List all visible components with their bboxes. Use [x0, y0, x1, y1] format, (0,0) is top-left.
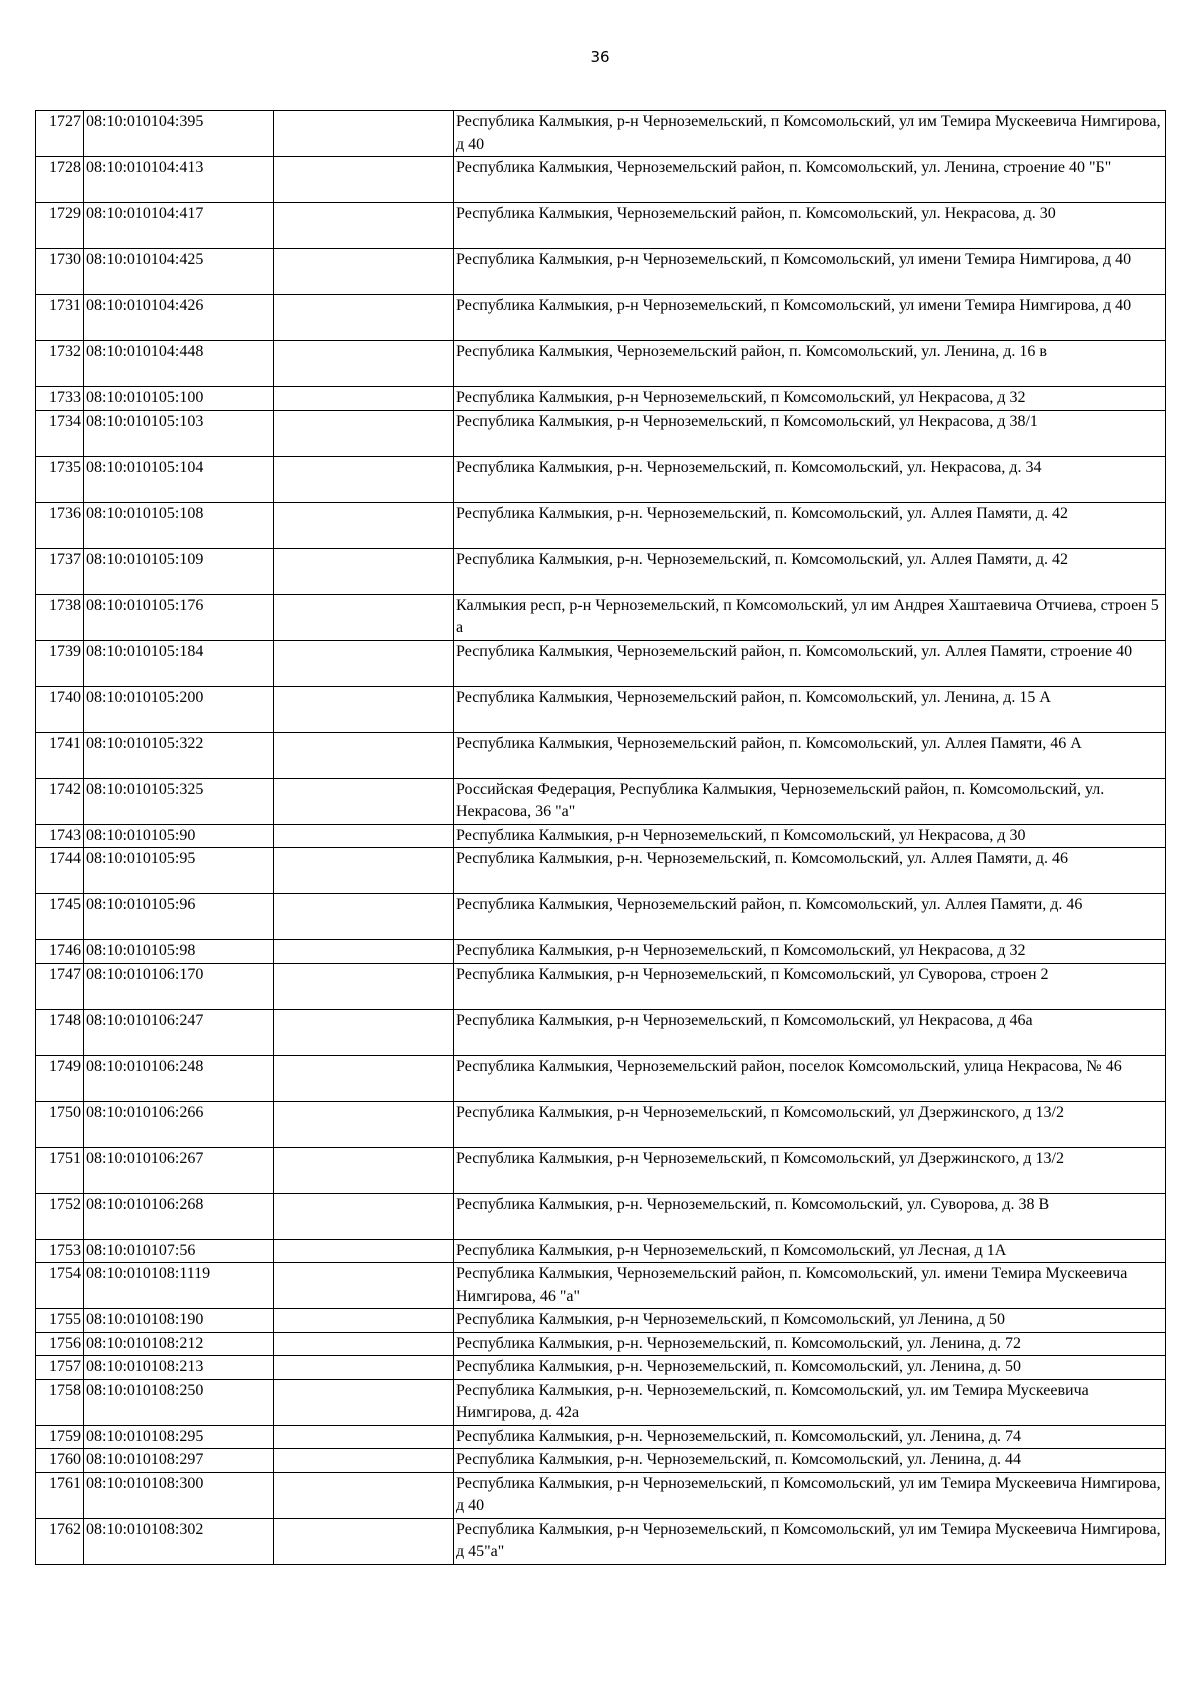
- empty-cell: [274, 456, 454, 502]
- row-number-cell: 1732: [36, 341, 84, 387]
- table-row: [36, 686, 1166, 732]
- row-number-cell: 1733: [36, 387, 84, 411]
- cadastral-number-cell: 08:10:010105:184: [84, 640, 274, 686]
- empty-cell: [274, 778, 454, 824]
- row-number-cell: 1735: [36, 456, 84, 502]
- empty-cell: [274, 1472, 454, 1518]
- address-cell: Республика Калмыкия, р-н Черноземельский, п Комсомольский, ул Некрасова, д 32: [454, 387, 1166, 411]
- empty-cell: [274, 1147, 454, 1193]
- address-cell: Республика Калмыкия, р-н Черноземельский, п Комсомольский, ул Суворова, строен 2: [454, 963, 1166, 1009]
- cadastral-number-cell: 08:10:010105:103: [84, 410, 274, 456]
- empty-cell: [274, 502, 454, 548]
- row-number-cell: 1729: [36, 203, 84, 249]
- cadastral-number-cell: 08:10:010105:104: [84, 456, 274, 502]
- cadastral-number-cell: 08:10:010104:426: [84, 295, 274, 341]
- address-cell: Республика Калмыкия, р-н. Черноземельский, п. Комсомольский, ул. Ленина, д. 50: [454, 1356, 1166, 1380]
- empty-cell: [274, 640, 454, 686]
- cadastral-number-cell: 08:10:010105:108: [84, 502, 274, 548]
- cadastral-number-cell: 08:10:010108:250: [84, 1379, 274, 1425]
- row-number-cell: 1760: [36, 1449, 84, 1473]
- empty-cell: [274, 1425, 454, 1449]
- table-row: [36, 1379, 1166, 1425]
- table-row: [36, 410, 1166, 456]
- cadastral-number-cell: 08:10:010104:395: [84, 111, 274, 157]
- row-number-cell: 1749: [36, 1055, 84, 1101]
- table-row: [36, 732, 1166, 778]
- empty-cell: [274, 1009, 454, 1055]
- cadastral-number-cell: 08:10:010104:417: [84, 203, 274, 249]
- empty-cell: [274, 1101, 454, 1147]
- row-number-cell: 1750: [36, 1101, 84, 1147]
- cadastral-number-cell: 08:10:010106:268: [84, 1193, 274, 1239]
- table-row: [36, 1356, 1166, 1380]
- empty-cell: [274, 1379, 454, 1425]
- cadastral-number-cell: 08:10:010104:413: [84, 157, 274, 203]
- empty-cell: [274, 1332, 454, 1356]
- table-row: [36, 502, 1166, 548]
- row-number-cell: 1744: [36, 848, 84, 894]
- empty-cell: [274, 732, 454, 778]
- table-row: [36, 1193, 1166, 1239]
- empty-cell: [274, 963, 454, 1009]
- table-row: [36, 203, 1166, 249]
- row-number-cell: 1727: [36, 111, 84, 157]
- row-number-cell: 1734: [36, 410, 84, 456]
- address-cell: Республика Калмыкия, Черноземельский район, поселок Комсомольский, улица Некрасова, № 46: [454, 1055, 1166, 1101]
- cadastral-number-cell: 08:10:010105:90: [84, 824, 274, 848]
- address-cell: Республика Калмыкия, р-н Черноземельский, п Комсомольский, ул им Темира Мускеевича Нимгирова, д 40: [454, 1472, 1166, 1518]
- cadastral-number-cell: 08:10:010105:98: [84, 940, 274, 964]
- address-cell: Республика Калмыкия, р-н. Черноземельский, п. Комсомольский, ул. Суворова, д. 38 В: [454, 1193, 1166, 1239]
- cadastral-number-cell: 08:10:010105:96: [84, 894, 274, 940]
- row-number-cell: 1740: [36, 686, 84, 732]
- address-cell: Республика Калмыкия, Черноземельский район, п. Комсомольский, ул. Аллея Памяти, строение 40: [454, 640, 1166, 686]
- empty-cell: [274, 1309, 454, 1333]
- empty-cell: [274, 824, 454, 848]
- table-row: [36, 848, 1166, 894]
- table-row: [36, 1518, 1166, 1564]
- table-row: [36, 1055, 1166, 1101]
- address-cell: Республика Калмыкия, р-н Черноземельский, п Комсомольский, ул Ленина, д 50: [454, 1309, 1166, 1333]
- address-cell: Республика Калмыкия, Черноземельский район, п. Комсомольский, ул. Некрасова, д. 30: [454, 203, 1166, 249]
- cadastral-number-cell: 08:10:010106:248: [84, 1055, 274, 1101]
- row-number-cell: 1730: [36, 249, 84, 295]
- address-cell: Республика Калмыкия, р-н Черноземельский, п Комсомольский, ул Некрасова, д 46а: [454, 1009, 1166, 1055]
- row-number-cell: 1747: [36, 963, 84, 1009]
- address-cell: Республика Калмыкия, р-н. Черноземельский, п. Комсомольский, ул. Ленина, д. 74: [454, 1425, 1166, 1449]
- address-cell: Республика Калмыкия, р-н Черноземельский, п Комсомольский, ул Некрасова, д 30: [454, 824, 1166, 848]
- table-row: [36, 157, 1166, 203]
- empty-cell: [274, 548, 454, 594]
- table-row: [36, 456, 1166, 502]
- cadastral-number-cell: 08:10:010105:109: [84, 548, 274, 594]
- address-cell: Республика Калмыкия, р-н. Черноземельский, п. Комсомольский, ул. Аллея Памяти, д. 42: [454, 502, 1166, 548]
- empty-cell: [274, 1263, 454, 1309]
- cadastral-number-cell: 08:10:010106:170: [84, 963, 274, 1009]
- address-cell: Республика Калмыкия, р-н Черноземельский, п Комсомольский, ул Лесная, д 1А: [454, 1239, 1166, 1263]
- address-cell: Республика Калмыкия, р-н Черноземельский, п Комсомольский, ул Некрасова, д 32: [454, 940, 1166, 964]
- row-number-cell: 1751: [36, 1147, 84, 1193]
- empty-cell: [274, 203, 454, 249]
- empty-cell: [274, 341, 454, 387]
- address-cell: Республика Калмыкия, р-н. Черноземельский, п. Комсомольский, ул. Аллея Памяти, д. 42: [454, 548, 1166, 594]
- address-cell: Республика Калмыкия, р-н Черноземельский, п Комсомольский, ул им Темира Мускеевича Нимгирова, д 40: [454, 111, 1166, 157]
- row-number-cell: 1759: [36, 1425, 84, 1449]
- row-number-cell: 1739: [36, 640, 84, 686]
- empty-cell: [274, 157, 454, 203]
- row-number-cell: 1731: [36, 295, 84, 341]
- empty-cell: [274, 387, 454, 411]
- row-number-cell: 1753: [36, 1239, 84, 1263]
- cadastral-number-cell: 08:10:010108:190: [84, 1309, 274, 1333]
- table-row: [36, 824, 1166, 848]
- address-cell: Республика Калмыкия, р-н Черноземельский, п Комсомольский, ул имени Темира Нимгирова, д 40: [454, 249, 1166, 295]
- cadastral-number-cell: 08:10:010108:300: [84, 1472, 274, 1518]
- empty-cell: [274, 295, 454, 341]
- page-number: 36: [590, 48, 610, 66]
- table-row: [36, 548, 1166, 594]
- cadastral-number-cell: 08:10:010108:1119: [84, 1263, 274, 1309]
- cadastral-number-cell: 08:10:010108:295: [84, 1425, 274, 1449]
- empty-cell: [274, 1356, 454, 1380]
- address-cell: Республика Калмыкия, Черноземельский район, п. Комсомольский, ул. Ленина, строение 40 "Б": [454, 157, 1166, 203]
- table-row: [36, 1263, 1166, 1309]
- table-row: [36, 963, 1166, 1009]
- cadastral-number-cell: 08:10:010106:267: [84, 1147, 274, 1193]
- row-number-cell: 1762: [36, 1518, 84, 1564]
- table-row: [36, 387, 1166, 411]
- registry-table: [35, 110, 1166, 1565]
- address-cell: Республика Калмыкия, р-н. Черноземельский, п. Комсомольский, ул. Ленина, д. 44: [454, 1449, 1166, 1473]
- cadastral-number-cell: 08:10:010106:266: [84, 1101, 274, 1147]
- address-cell: Республика Калмыкия, Черноземельский район, п. Комсомольский, ул. Ленина, д. 16 в: [454, 341, 1166, 387]
- address-cell: Республика Калмыкия, р-н. Черноземельский, п. Комсомольский, ул. Некрасова, д. 34: [454, 456, 1166, 502]
- row-number-cell: 1758: [36, 1379, 84, 1425]
- cadastral-number-cell: 08:10:010107:56: [84, 1239, 274, 1263]
- empty-cell: [274, 686, 454, 732]
- row-number-cell: 1752: [36, 1193, 84, 1239]
- empty-cell: [274, 1518, 454, 1564]
- row-number-cell: 1748: [36, 1009, 84, 1055]
- address-cell: Республика Калмыкия, Черноземельский район, п. Комсомольский, ул. имени Темира Мускеевича Нимгирова, 46 "а": [454, 1263, 1166, 1309]
- address-cell: Республика Калмыкия, Черноземельский район, п. Комсомольский, ул. Аллея Памяти, д. 46: [454, 894, 1166, 940]
- address-cell: Республика Калмыкия, р-н. Черноземельский, п. Комсомольский, ул. им Темира Мускеевича Нимгирова, д. 42а: [454, 1379, 1166, 1425]
- cadastral-number-cell: 08:10:010106:247: [84, 1009, 274, 1055]
- row-number-cell: 1741: [36, 732, 84, 778]
- address-cell: Российская Федерация, Республика Калмыкия, Черноземельский район, п. Комсомольский, ул. Некрасова, 36 "а": [454, 778, 1166, 824]
- address-cell: Республика Калмыкия, Черноземельский район, п. Комсомольский, ул. Ленина, д. 15 А: [454, 686, 1166, 732]
- cadastral-number-cell: 08:10:010105:200: [84, 686, 274, 732]
- table-row: [36, 1101, 1166, 1147]
- registry-table-body: [36, 111, 1166, 1565]
- empty-cell: [274, 594, 454, 640]
- table-row: [36, 1239, 1166, 1263]
- cadastral-number-cell: 08:10:010108:302: [84, 1518, 274, 1564]
- cadastral-number-cell: 08:10:010108:297: [84, 1449, 274, 1473]
- empty-cell: [274, 848, 454, 894]
- row-number-cell: 1737: [36, 548, 84, 594]
- table-row: [36, 1009, 1166, 1055]
- address-cell: Республика Калмыкия, р-н Черноземельский, п Комсомольский, ул Дзержинского, д 13/2: [454, 1101, 1166, 1147]
- cadastral-number-cell: 08:10:010108:212: [84, 1332, 274, 1356]
- empty-cell: [274, 1449, 454, 1473]
- empty-cell: [274, 1193, 454, 1239]
- address-cell: Республика Калмыкия, р-н Черноземельский, п Комсомольский, ул Некрасова, д 38/1: [454, 410, 1166, 456]
- empty-cell: [274, 940, 454, 964]
- row-number-cell: 1738: [36, 594, 84, 640]
- cadastral-number-cell: 08:10:010105:95: [84, 848, 274, 894]
- empty-cell: [274, 894, 454, 940]
- empty-cell: [274, 1055, 454, 1101]
- cadastral-number-cell: 08:10:010104:448: [84, 341, 274, 387]
- empty-cell: [274, 111, 454, 157]
- table-row: [36, 778, 1166, 824]
- table-row: [36, 341, 1166, 387]
- table-row: [36, 111, 1166, 157]
- table-row: [36, 1472, 1166, 1518]
- row-number-cell: 1754: [36, 1263, 84, 1309]
- table-row: [36, 894, 1166, 940]
- row-number-cell: 1757: [36, 1356, 84, 1380]
- cadastral-number-cell: 08:10:010104:425: [84, 249, 274, 295]
- row-number-cell: 1761: [36, 1472, 84, 1518]
- cadastral-number-cell: 08:10:010105:176: [84, 594, 274, 640]
- cadastral-number-cell: 08:10:010105:100: [84, 387, 274, 411]
- table-row: [36, 640, 1166, 686]
- table-row: [36, 1309, 1166, 1333]
- row-number-cell: 1746: [36, 940, 84, 964]
- table-row: [36, 249, 1166, 295]
- address-cell: Республика Калмыкия, р-н. Черноземельский, п. Комсомольский, ул. Ленина, д. 72: [454, 1332, 1166, 1356]
- table-row: [36, 594, 1166, 640]
- cadastral-number-cell: 08:10:010108:213: [84, 1356, 274, 1380]
- table-row: [36, 1332, 1166, 1356]
- row-number-cell: 1728: [36, 157, 84, 203]
- address-cell: Республика Калмыкия, р-н. Черноземельский, п. Комсомольский, ул. Аллея Памяти, д. 46: [454, 848, 1166, 894]
- row-number-cell: 1736: [36, 502, 84, 548]
- row-number-cell: 1743: [36, 824, 84, 848]
- cadastral-number-cell: 08:10:010105:325: [84, 778, 274, 824]
- empty-cell: [274, 249, 454, 295]
- address-cell: Республика Калмыкия, р-н Черноземельский, п Комсомольский, ул им Темира Мускеевича Нимгирова, д 45"а": [454, 1518, 1166, 1564]
- address-cell: Республика Калмыкия, Черноземельский район, п. Комсомольский, ул. Аллея Памяти, 46 А: [454, 732, 1166, 778]
- address-cell: Калмыкия респ, р-н Черноземельский, п Комсомольский, ул им Андрея Хаштаевича Отчиева, строен 5 а: [454, 594, 1166, 640]
- address-cell: Республика Калмыкия, р-н Черноземельский, п Комсомольский, ул имени Темира Нимгирова, д 40: [454, 295, 1166, 341]
- table-row: [36, 295, 1166, 341]
- table-row: [36, 940, 1166, 964]
- row-number-cell: 1745: [36, 894, 84, 940]
- row-number-cell: 1742: [36, 778, 84, 824]
- address-cell: Республика Калмыкия, р-н Черноземельский, п Комсомольский, ул Дзержинского, д 13/2: [454, 1147, 1166, 1193]
- row-number-cell: 1755: [36, 1309, 84, 1333]
- table-row: [36, 1449, 1166, 1473]
- cadastral-number-cell: 08:10:010105:322: [84, 732, 274, 778]
- table-row: [36, 1425, 1166, 1449]
- empty-cell: [274, 410, 454, 456]
- table-row: [36, 1147, 1166, 1193]
- empty-cell: [274, 1239, 454, 1263]
- row-number-cell: 1756: [36, 1332, 84, 1356]
